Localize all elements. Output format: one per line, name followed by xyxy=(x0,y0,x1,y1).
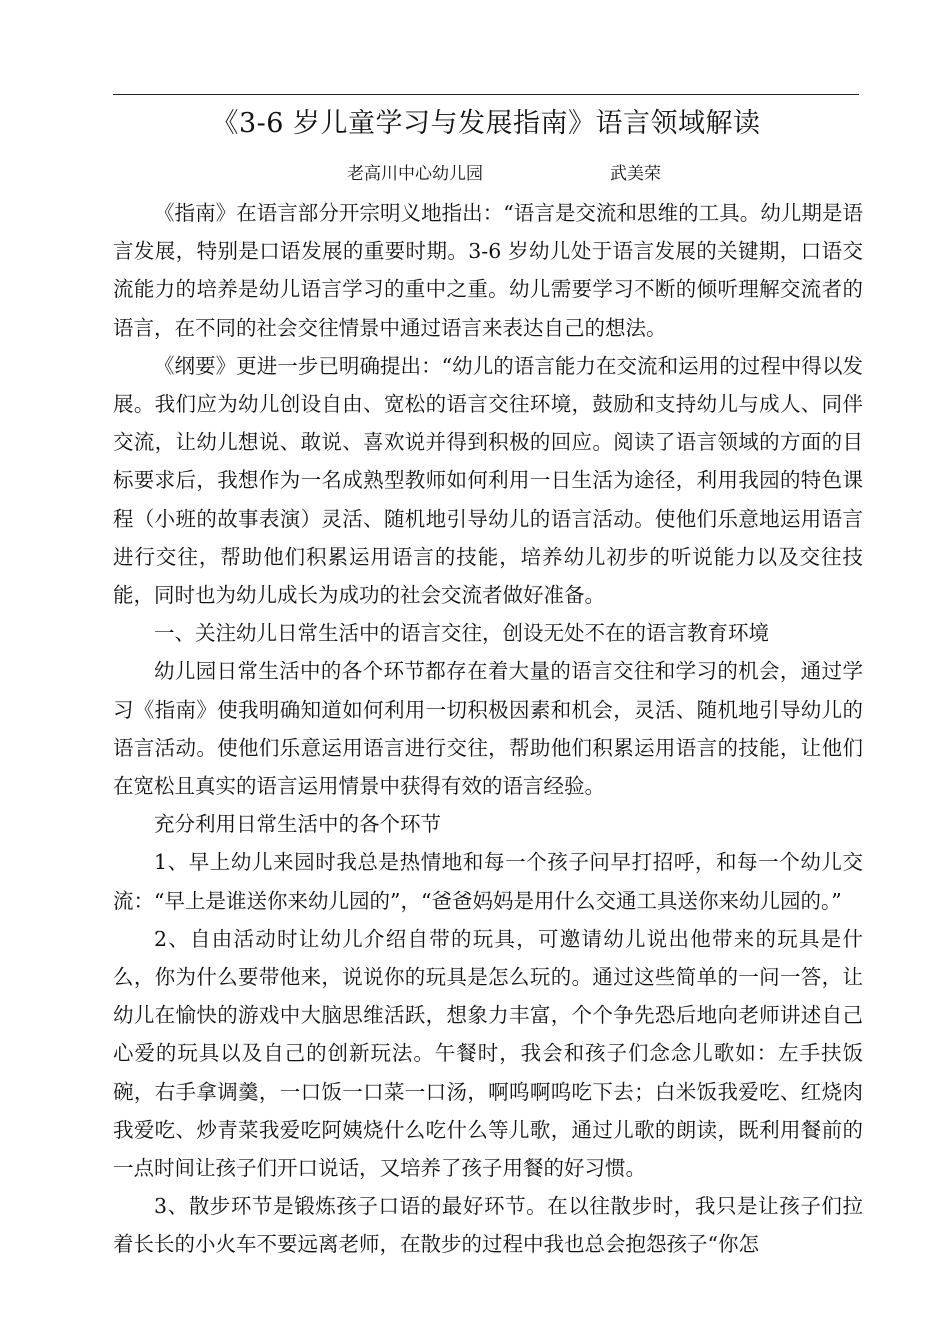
paragraph-item-2: 2、自由活动时让幼儿介绍自带的玩具，可邀请幼儿说出他带来的玩具是什么，你为什么要带他来，说说你的玩具是怎么玩的。通过这些简单的一问一答，让幼儿在愉快的游戏中大脑思维活跃，想象力丰富，个个争先恐后地向老师讲述自己心爱的玩具以及自己的创新玩法。午餐时，我会和孩子们念念儿歌如：左手扶饭碗，右手拿调羹，一口饭一口菜一口汤，啊呜啊呜吃下去；白米饭我爱吃、红烧肉我爱吃、炒青菜我爱吃阿姨烧什么吃什么等儿歌，通过儿歌的朗读，既利用餐前的一点时间让孩子们开口说话，又培养了孩子用餐的好习惯。 xyxy=(113,926,863,1181)
school-name: 老高川中心幼儿园 xyxy=(347,164,483,184)
section-heading-1: 一、关注幼儿日常生活中的语言交往，创设无处不在的语言教育环境 xyxy=(154,621,769,646)
paragraph-outline: 《纲要》更进一步已明确提出：“幼儿的语言能力在交流和运用的过程中得以发展。我们应为幼儿创设自由、宽松的语言交往环境，鼓励和支持幼儿与成人、同伴交流，让幼儿想说、敢说、喜欢说并得到积极的回应。阅读了语言领域的方面的目标要求后，我想作为一名成熟型教师如何利用一日生活为途径，利用我园的特色课程（小班的故事表演）灵活、随机地引导幼儿的语言活动。使他们乐意地运用语言进行交往，帮助他们积累运用语言的技能，培养幼儿初步的听说能力以及交往技能，同时也为幼儿成长为成功的社会交流者做好准备。 xyxy=(113,353,863,608)
paragraph-item-1: 1、早上幼儿来园时我总是热情地和每一个孩子问早打招呼，和每一个幼儿交流：“早上是谁送你来幼儿园的”，“爸爸妈妈是用什么交通工具送你来幼儿园的。” xyxy=(113,850,863,913)
author-name: 武美荣 xyxy=(610,164,661,184)
paragraph-daily-life: 幼儿园日常生活中的各个环节都存在着大量的语言交往和学习的机会，通过学习《指南》使我明确知道如何利用一切积极因素和机会，灵活、随机地引导幼儿的语言活动。使他们乐意运用语言进行交往，帮助他们积累运用语言的技能，让他们在宽松且真实的语言运用情景中获得有效的语言经验。 xyxy=(113,659,863,799)
document-body xyxy=(113,194,863,1264)
paragraph-intro-guide: 《指南》在语言部分开宗明义地指出：“语言是交流和思维的工具。幼儿期是语言发展，特别是口语发展的重要时期。3-6 岁幼儿处于语言发展的关键期，口语交流能力的培养是幼儿语言学习的重中之重。幼儿需要学习不断的倾听理解交流者的语言，在不同的社会交往情景中通过语言来表达自己的想法。 xyxy=(113,201,863,340)
header-rule xyxy=(113,94,859,95)
subheading-daily-routines: 充分利用日常生活中的各个环节 xyxy=(154,812,441,837)
paragraph-item-3: 3、散步环节是锻炼孩子口语的最好环节。在以往散步时，我只是让孩子们拉着长长的小火车不要远离老师，在散步的过程中我也总会抱怨孩子“你怎 xyxy=(113,1194,863,1257)
document-title: 《3-6 岁儿童学习与发展指南》语言领域解读 xyxy=(211,108,761,139)
